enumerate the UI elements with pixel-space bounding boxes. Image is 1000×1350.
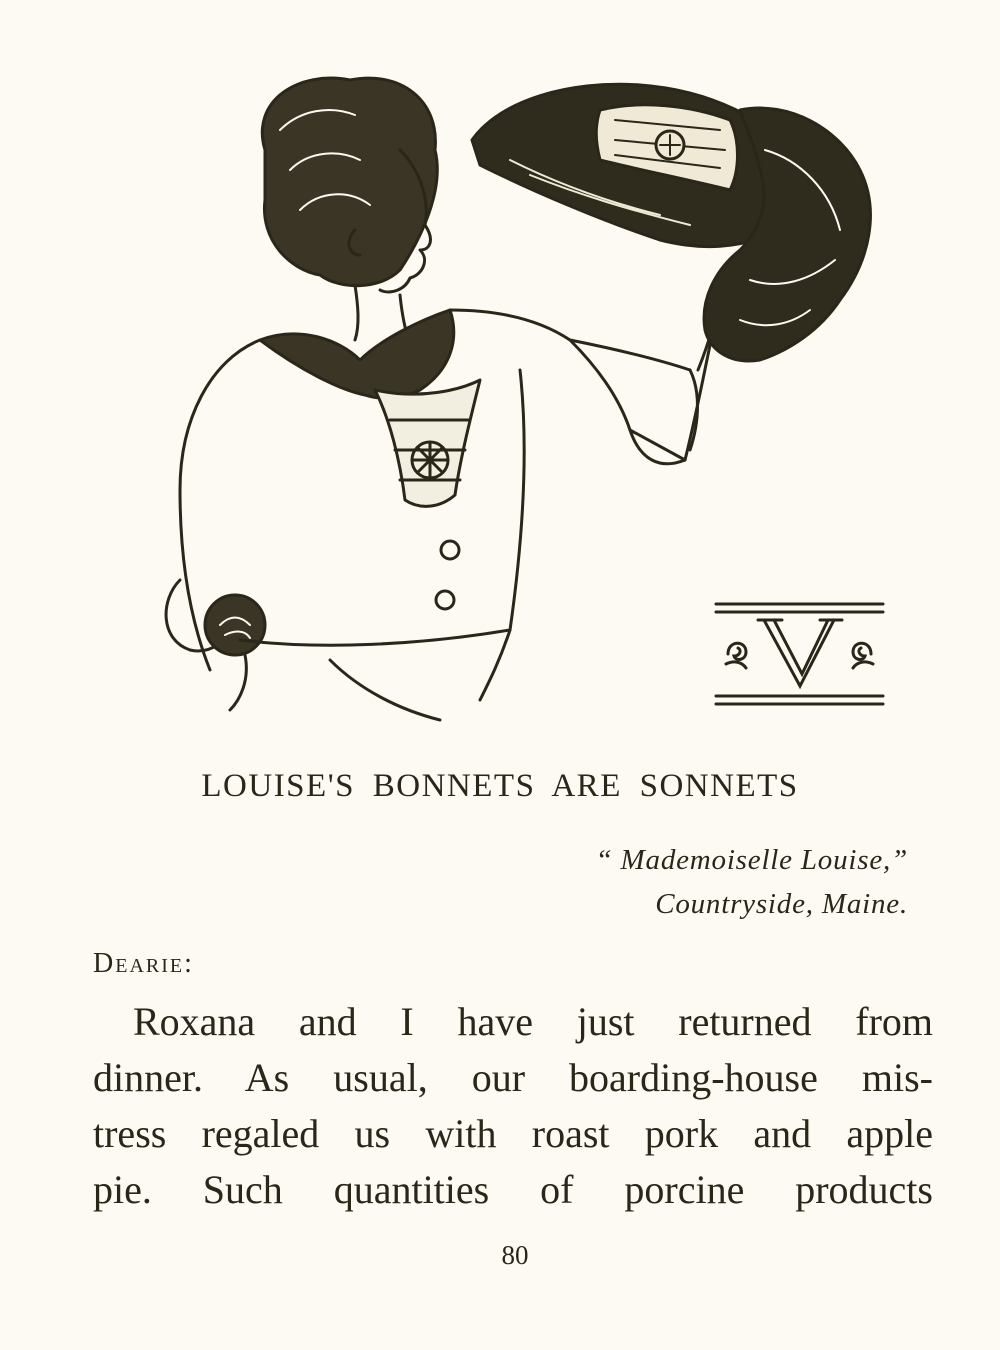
chapter-title: LOUISE'S BONNETS ARE SONNETS [201, 768, 799, 804]
dateline-line-1: “ Mademoiselle Louise,” [595, 844, 908, 876]
body-line: dinner. As usual, our boarding-house mis- [93, 1055, 933, 1100]
dateline-line-2: Countryside, Maine. [655, 888, 908, 920]
body-line: tress regaled us with roast pork and apple [93, 1111, 933, 1156]
body-paragraph [93, 994, 933, 1218]
body-line: Roxana and I have just returned from [133, 999, 933, 1044]
salutation: Dearie: [93, 948, 194, 979]
dateline [596, 838, 908, 926]
ornamental-drop-cap-v-icon [712, 598, 887, 710]
body-line: pie. Such quantities of porcine products [93, 1167, 933, 1212]
page-number: 80 [501, 1240, 529, 1270]
